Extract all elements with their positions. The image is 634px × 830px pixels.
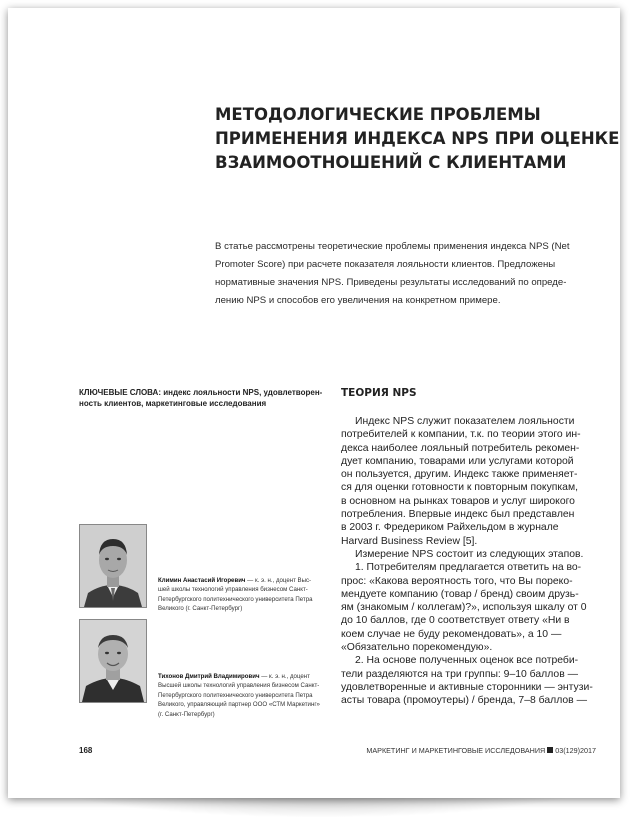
author-bio-line: (г. Санкт-Петербург) — [158, 710, 215, 718]
abstract-line: В статье рассмотрены теоретические проблемы применения индекса NPS (Net — [215, 241, 570, 252]
body-line: 1. Потребителям предлагается ответить на во- — [355, 562, 582, 574]
body-line: Индекс NPS служит показателем лояльности — [355, 416, 575, 427]
body-line: ся для оценки готовности к повторным покупкам, — [341, 482, 578, 494]
body-line: 2. На основе полученных оценок все потреби- — [355, 655, 579, 667]
body-line: прос: «Какова вероятность того, что Вы пореко- — [341, 575, 573, 587]
body-line: Harvard Business Review [5]. — [341, 535, 478, 547]
body-line: мендуете компанию (товар / бренд) своим друзь- — [341, 588, 579, 600]
title-line: ВЗАИМООТНОШЕНИЙ С КЛИЕНТАМИ — [215, 153, 567, 172]
body-line: до 10 баллов, где 0 соответствует ответу «Ни в — [341, 615, 570, 627]
keywords-line: ность клиентов, маркетинговые исследования — [79, 399, 267, 408]
body-line: ям (знакомым / коллегам)?», используя шкалу от 0 — [341, 602, 587, 614]
title-line: ПРИМЕНЕНИЯ ИНДЕКСА NPS ПРИ ОЦЕНКЕ — [215, 129, 620, 148]
body-line: декса наиболее лояльный потребитель рекомен- — [341, 442, 580, 454]
portrait-icon — [80, 525, 146, 607]
section-title: ТЕОРИЯ NPS — [341, 387, 417, 399]
keywords — [79, 387, 329, 409]
body-line: потребления. Впервые индекс был представлен — [341, 509, 575, 521]
author-bio-line: Петербургского политехнического университета Петра — [158, 691, 313, 699]
body-line: удовлетворенные и активные сторонники — энтузи- — [341, 681, 593, 693]
author-bio-line: — к. э. н., доцент Выс- — [245, 577, 312, 584]
author-bio-line: Высшей школы технологий управления бизнесом Санкт- — [158, 682, 320, 690]
author-photo-tikhonov — [79, 619, 147, 703]
author-name: Климин Анастасий Игоревич — [158, 577, 246, 584]
author-tikhonov — [158, 672, 326, 719]
author-bio-line: Великого, управляющий партнер ООО «СТМ Маркетинг» — [158, 701, 320, 709]
body-line: коем случае не буду рекомендовать», а 10 — — [341, 628, 562, 640]
page-number: 168 — [79, 746, 93, 755]
abstract-line: Promoter Score) при расчете показателя лояльности клиентов. Предложены — [215, 259, 556, 270]
body-line: «Обязательно порекомендую». — [341, 642, 493, 654]
square-bullet-icon — [547, 747, 553, 753]
journal-page — [8, 8, 620, 798]
article-title — [215, 103, 620, 175]
author-bio-line: шей школы технологий управления бизнесом Санкт- — [158, 586, 308, 594]
abstract-line: нормативные значения NPS. Приведены результаты исследований по опреде- — [215, 277, 567, 288]
portrait-icon — [80, 620, 146, 702]
author-bio-line: Великого (г. Санкт-Петербург) — [158, 605, 243, 613]
journal-name: МАРКЕТИНГ И МАРКЕТИНГОВЫЕ ИССЛЕДОВАНИЯ — [366, 746, 546, 755]
article-body — [341, 415, 603, 708]
body-line: он пользуется, другим. Индекс также применяет- — [341, 469, 578, 481]
article-abstract — [215, 238, 597, 310]
body-line: в 2003 г. Фредериком Райхельдом в журнале — [341, 522, 559, 534]
author-klimin — [158, 576, 326, 614]
body-line: потребителей к компании, т.к. по теории этого ин- — [341, 429, 581, 441]
author-bio-line: — к. э. н., доцент — [259, 673, 310, 680]
body-line: тели разделяются на три группы: 9–10 баллов — — [341, 668, 578, 680]
body-line: Измерение NPS состоит из следующих этапов. — [355, 548, 584, 560]
abstract-line: лению NPS и способов его увеличения на конкретном примере. — [215, 295, 501, 306]
body-line: дует компанию, товарами или услугами которой — [341, 455, 574, 467]
title-line: МЕТОДОЛОГИЧЕСКИЕ ПРОБЛЕМЫ — [215, 105, 541, 124]
body-line: асты товара (промоутеры) / бренда, 7–8 баллов — — [341, 695, 587, 707]
body-line: в основном на рынках товаров и услуг широкого — [341, 495, 575, 507]
author-name: Тихонов Дмитрий Владимирович — [158, 673, 260, 680]
issue-number: 03(129)2017 — [555, 746, 596, 755]
running-footer — [366, 746, 596, 755]
keywords-line: КЛЮЧЕВЫЕ СЛОВА: индекс лояльности NPS, удовлетворен- — [79, 388, 323, 397]
author-bio-line: Петербургского политехнического университета Петра — [158, 595, 313, 603]
author-photo-klimin — [79, 524, 147, 608]
